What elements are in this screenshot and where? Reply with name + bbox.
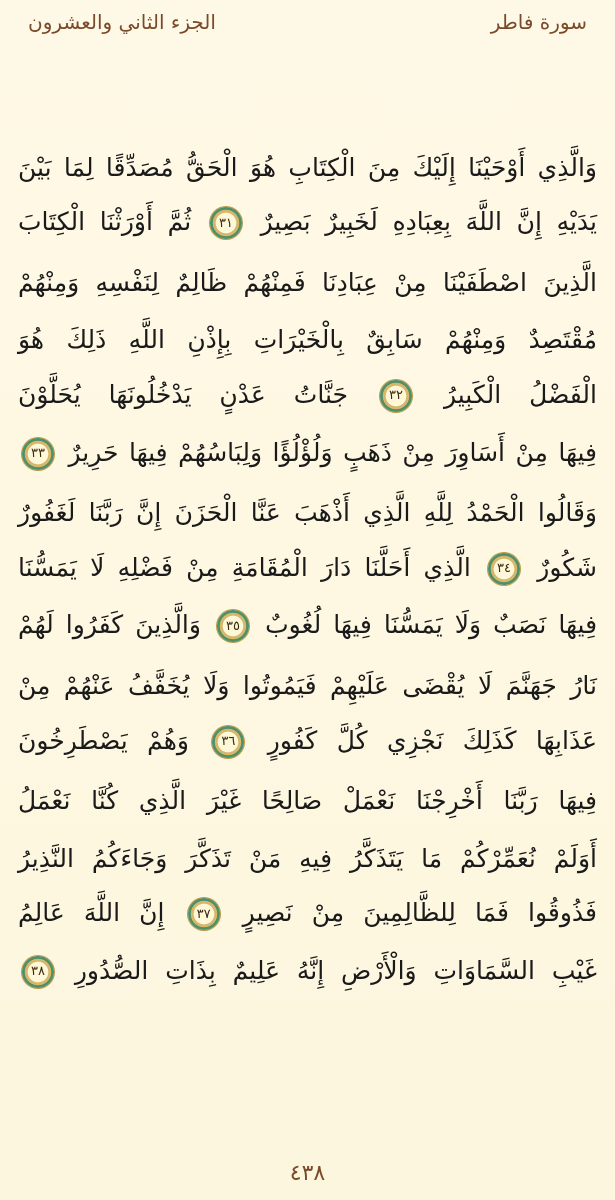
ayah-number-marker: ٣٨ (22, 956, 54, 988)
line-text-continuation: إِنَّ اللَّهَ عَالِمُ (18, 898, 165, 928)
quran-line (18, 474, 597, 532)
line-text: وَالَّذِي أَوْحَيْنَا إِلَيْكَ مِنَ الْكِتَابِ هُوَ الْحَقُّ مُصَدِّقًا لِمَا بَيْنَ (18, 152, 597, 182)
page-header (0, 6, 615, 42)
ayah-number-marker: ٣٦ (212, 726, 244, 758)
line-text-continuation: جَنَّاتُ عَدْنٍ يَدْخُلُونَهَا يُحَلَّوْنَ (18, 379, 348, 409)
ayah-number-marker: ٣٥ (217, 610, 249, 642)
quran-line (18, 243, 597, 301)
ayah-number-marker: ٣٢ (380, 380, 412, 412)
line-text: غَيْبِ السَّمَاوَاتِ وَالْأَرْضِ إِنَّهُ عَلِيمٌ بِذَاتِ الصُّدُورِ (74, 955, 597, 985)
quran-line (18, 186, 597, 244)
ayah-number-marker: ٣٤ (488, 553, 520, 585)
line-text: فَذُوقُوا فَمَا لِلظَّالِمِينَ مِنْ نَصِيرٍ (242, 898, 597, 928)
ayah-number-marker: ٣١ (210, 207, 242, 239)
quran-line (18, 128, 597, 186)
ayah-number-marker: ٣٧ (188, 898, 220, 930)
quran-line (18, 704, 597, 762)
line-text: مُقْتَصِدٌ وَمِنْهُمْ سَابِقٌ بِالْخَيْرَاتِ بِإِذْنِ اللَّهِ ذَلِكَ هُوَ (18, 325, 597, 355)
line-text: فِيهَا مِنْ أَسَاوِرَ مِنْ ذَهَبٍ وَلُؤْلُؤًا وَلِبَاسُهُمْ فِيهَا حَرِيرٌ (68, 437, 597, 467)
line-text-continuation: وَالَّذِينَ كَفَرُوا لَهُمْ (18, 610, 201, 640)
line-text: الْفَضْلُ الْكَبِيرُ (443, 379, 597, 409)
quran-line (18, 646, 597, 704)
line-text-continuation: ثُمَّ أَوْرَثْنَا الْكِتَابَ (18, 207, 192, 237)
ayah-number-marker: ٣٣ (22, 438, 54, 470)
line-text: نَارُ جَهَنَّمَ لَا يُقْضَى عَلَيْهِمْ فَيَمُوتُوا وَلَا يُخَفَّفُ عَنْهُمْ مِنْ (18, 670, 597, 700)
quran-line (18, 416, 597, 474)
line-text: فِيهَا رَبَّنَا أَخْرِجْنَا نَعْمَلْ صَالِحًا غَيْرَ الَّذِي كُنَّا نَعْمَلُ (18, 786, 597, 816)
line-text-continuation: وَهُمْ يَصْطَرِخُونَ (18, 725, 189, 755)
line-text: أَوَلَمْ نُعَمِّرْكُمْ مَا يَتَذَكَّرُ فِيهِ مَنْ تَذَكَّرَ وَجَاءَكُمُ النَّذِيرُ (18, 843, 597, 873)
quran-line (18, 531, 597, 589)
page-number: ٤٣٨ (289, 1161, 326, 1186)
line-text-continuation: الَّذِي أَحَلَّنَا دَارَ الْمُقَامَةِ مِنْ فَضْلِهِ لَا يَمَسُّنَا (18, 552, 471, 582)
quran-line (18, 358, 597, 416)
juz-title: الجزء الثاني والعشرون (28, 10, 216, 34)
line-text: فِيهَا نَصَبٌ وَلَا يَمَسُّنَا فِيهَا لُغُوبٌ (265, 610, 598, 640)
quran-line (18, 877, 597, 935)
quran-line (18, 762, 597, 820)
quran-text-block (18, 128, 597, 992)
line-text: عَذَابِهَا كَذَلِكَ نَجْزِي كُلَّ كَفُورٍ (267, 725, 597, 755)
quran-line (18, 934, 597, 992)
line-text: وَقَالُوا الْحَمْدُ لِلَّهِ الَّذِي أَذْهَبَ عَنَّا الْحَزَنَ إِنَّ رَبَّنَا لَغَفُورٌ (18, 498, 597, 528)
line-text: شَكُورٌ (537, 552, 597, 582)
quran-line (18, 301, 597, 359)
quran-line (18, 819, 597, 877)
quran-line (18, 589, 597, 647)
surah-title: سورة فاطر (490, 10, 587, 34)
line-text: يَدَيْهِ إِنَّ اللَّهَ بِعِبَادِهِ لَخَبِيرٌ بَصِيرٌ (260, 207, 598, 237)
line-text: الَّذِينَ اصْطَفَيْنَا مِنْ عِبَادِنَا فَمِنْهُمْ ظَالِمٌ لِنَفْسِهِ وَمِنْهُمْ (18, 267, 597, 297)
